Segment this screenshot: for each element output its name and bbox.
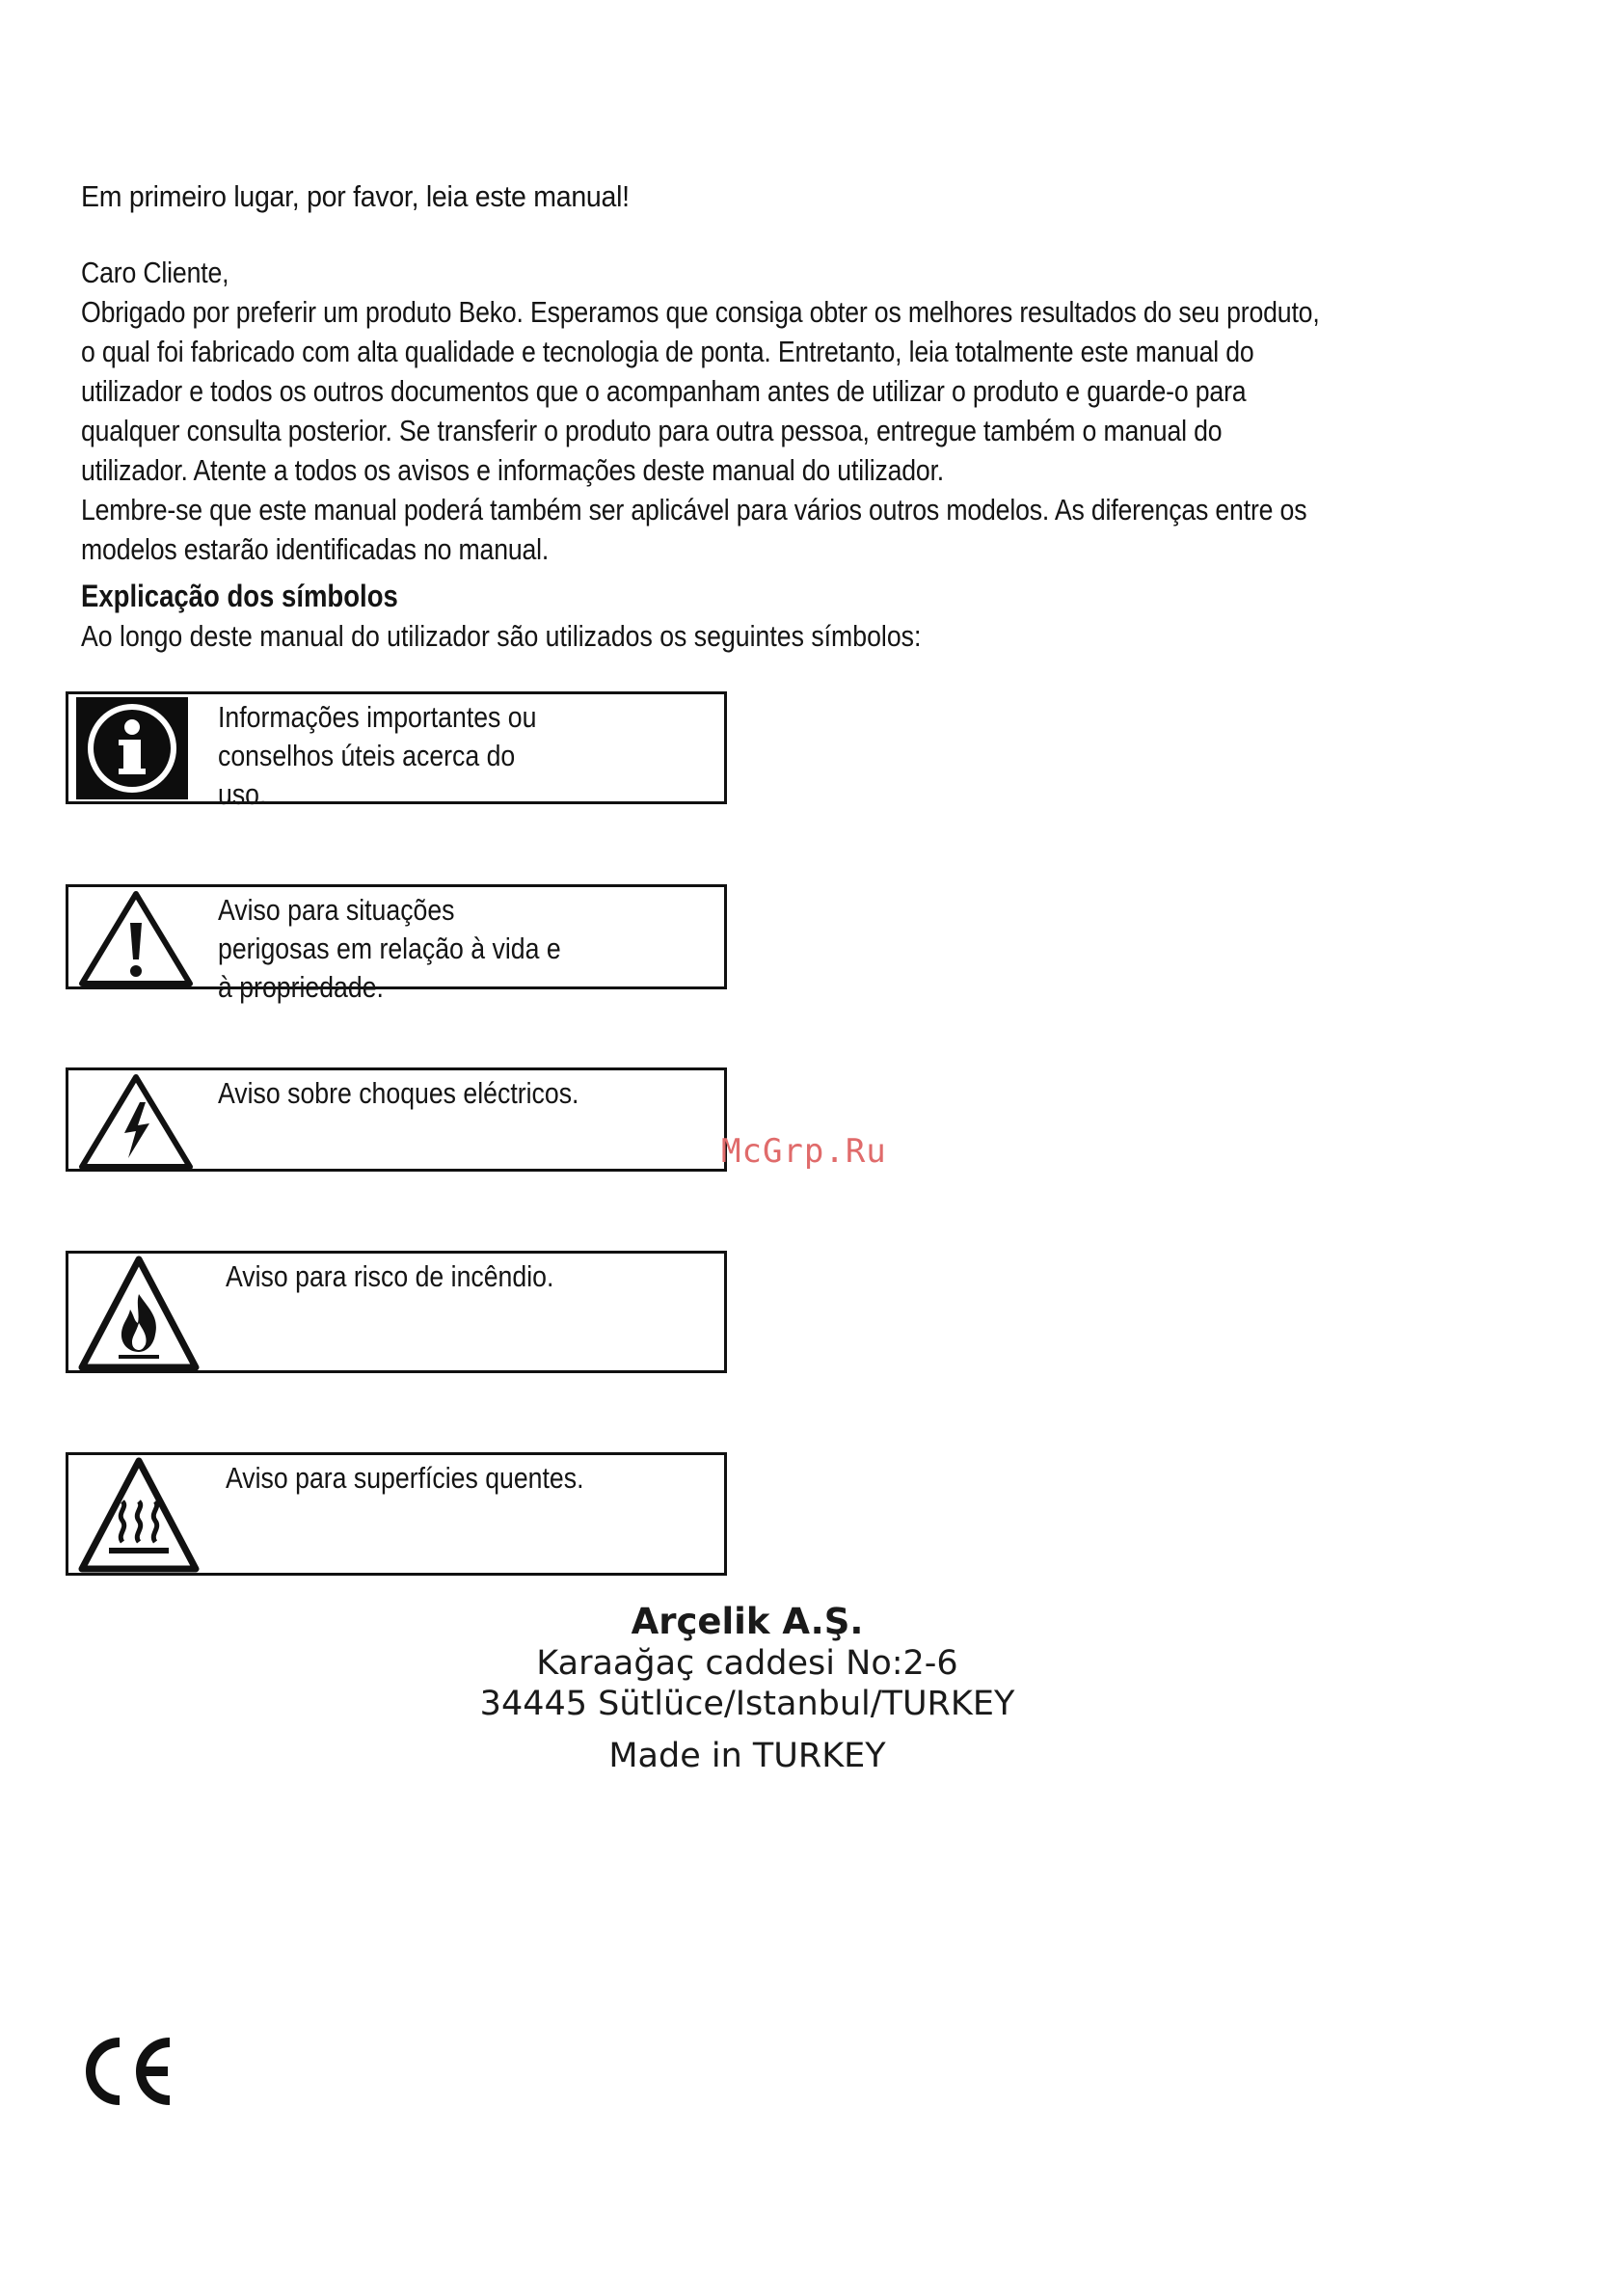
page-title: Em primeiro lugar, por favor, leia este manual! <box>81 179 630 213</box>
made-in: Made in TURKEY <box>608 1737 886 1775</box>
models-paragraph: Lembre-se que este manual poderá também ser aplicável para vários outros modelos. As diferenças entre os modelos estarão identificadas no manual. <box>81 493 1307 566</box>
manufacturer-address <box>386 1601 1109 1776</box>
symbol-text-electric: Aviso sobre choques eléctricos. <box>218 1076 579 1110</box>
symbol-box-fire <box>66 1251 727 1373</box>
info-icon <box>76 697 188 804</box>
symbols-intro: Ao longo deste manual do utilizador são utilizados os seguintes símbolos: <box>81 619 922 653</box>
symbol-text-info: Informações importantes ou conselhos úteis acerca do uso. <box>218 700 537 811</box>
warning-icon <box>78 890 194 991</box>
symbol-box-warning <box>66 884 727 1004</box>
city-address: 34445 Sütlüce/Istanbul/TURKEY <box>479 1685 1015 1723</box>
symbol-box-electric <box>66 1067 727 1172</box>
hot-surface-icon <box>78 1457 200 1578</box>
watermark: McGrp.Ru <box>721 1132 887 1171</box>
symbols-heading: Explicação dos símbolos <box>81 579 398 613</box>
symbol-text-warning: Aviso para situações perigosas em relação à vida e à propriedade. <box>218 893 561 1004</box>
greeting: Caro Cliente, <box>81 256 229 289</box>
fire-icon <box>78 1256 200 1376</box>
intro-paragraph: Obrigado por preferir um produto Beko. Esperamos que consiga obter os melhores resultados do seu produto, o qual foi fabricado com alta qualidade e tecnologia de ponta. Entretanto, leia totalmente este manual do utilizador e todos os outros documentos que o acompanham antes de utilizar o produto e guarde-o para qualquer consulta posterior. Se transferir o produto para outra pessoa, entregue também o manual do utilizador. Atente a todos os avisos e informações deste manual do utilizador. <box>81 295 1320 487</box>
street-address: Karaağaç caddesi No:2-6 <box>536 1644 958 1683</box>
intro-body <box>81 253 1325 569</box>
electric-shock-icon <box>78 1073 194 1175</box>
ce-mark-icon <box>77 2037 177 2111</box>
symbol-box-info <box>66 691 727 811</box>
symbol-box-hot-surface <box>66 1452 727 1576</box>
company-name: Arçelik A.Ş. <box>631 1601 864 1642</box>
symbol-text-fire: Aviso para risco de incêndio. <box>226 1259 554 1293</box>
symbol-text-hot-surface: Aviso para superfícies quentes. <box>226 1461 584 1495</box>
